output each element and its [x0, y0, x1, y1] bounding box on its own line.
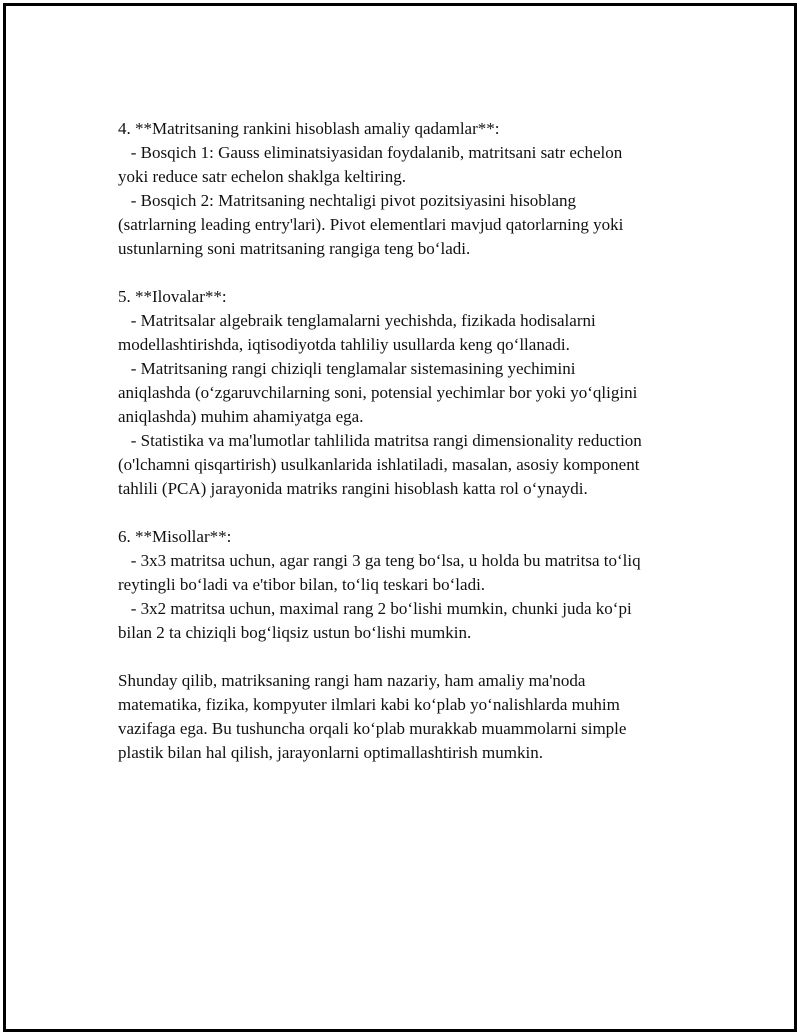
section-heading: 5. **Ilovalar**: — [118, 287, 227, 306]
paragraph-line: matematika, fizika, kompyuter ilmlari kabi ko‘plab yo‘nalishlarda muhim — [118, 695, 620, 714]
paragraph-line: - 3x3 matritsa uchun, agar rangi 3 ga teng bo‘lsa, u holda bu matritsa to‘liq — [118, 551, 641, 570]
paragraph-line: - Bosqich 1: Gauss eliminatsiyasidan foydalanib, matritsani satr echelon — [118, 143, 623, 162]
paragraph-gap — [118, 261, 698, 285]
paragraph-line: modellashtirishda, iqtisodiyotda tahliliy usullarda keng qo‘llanadi. — [118, 335, 570, 354]
paragraph-line: - 3x2 matritsa uchun, maximal rang 2 bo‘lishi mumkin, chunki juda ko‘pi — [118, 599, 632, 618]
paragraph-line: bilan 2 ta chiziqli bog‘liqsiz ustun bo‘lishi mumkin. — [118, 623, 472, 642]
paragraph-line: - Statistika va ma'lumotlar tahlilida matritsa rangi dimensionality reduction — [118, 431, 642, 450]
section-conclusion — [118, 669, 698, 765]
section-rank-steps — [118, 117, 698, 261]
paragraph-line: (satrlarning leading entry'lari). Pivot elementlari mavjud qatorlarning yoki — [118, 215, 624, 234]
paragraph-line: yoki reduce satr echelon shaklga keltiring. — [118, 167, 406, 186]
paragraph-line: aniqlashda (o‘zgaruvchilarning soni, potensial yechimlar bor yoki yo‘qligini — [118, 383, 638, 402]
document-body — [118, 117, 698, 765]
paragraph-line: - Matritsalar algebraik tenglamalarni yechishda, fizikada hodisalarni — [118, 311, 596, 330]
paragraph-gap — [118, 645, 698, 669]
paragraph-line: tahlili (PCA) jarayonida matriks rangini hisoblash katta rol o‘ynaydi. — [118, 479, 588, 498]
section-heading: 4. **Matritsaning rankini hisoblash amaliy qadamlar**: — [118, 119, 500, 138]
paragraph-line: ustunlarning soni matritsaning rangiga teng bo‘ladi. — [118, 239, 471, 258]
paragraph-line: (o'lchamni qisqartirish) usulkanlarida ishlatiladi, masalan, asosiy komponent — [118, 455, 640, 474]
paragraph-line: aniqlashda) muhim ahamiyatga ega. — [118, 407, 364, 426]
section-applications — [118, 285, 698, 501]
section-heading: 6. **Misollar**: — [118, 527, 232, 546]
paragraph-line: Shunday qilib, matriksaning rangi ham nazariy, ham amaliy ma'noda — [118, 671, 586, 690]
paragraph-line: - Matritsaning rangi chiziqli tenglamalar sistemasining yechimini — [118, 359, 576, 378]
paragraph-line: plastik bilan hal qilish, jarayonlarni optimallashtirish mumkin. — [118, 743, 543, 762]
paragraph-gap — [118, 501, 698, 525]
paragraph-line: - Bosqich 2: Matritsaning nechtaligi pivot pozitsiyasini hisoblang — [118, 191, 577, 210]
paragraph-line: reytingli bo‘ladi va e'tibor bilan, to‘liq teskari bo‘ladi. — [118, 575, 486, 594]
paragraph-line: vazifaga ega. Bu tushuncha orqali ko‘plab murakkab muammolarni simple — [118, 719, 627, 738]
section-examples — [118, 525, 698, 645]
